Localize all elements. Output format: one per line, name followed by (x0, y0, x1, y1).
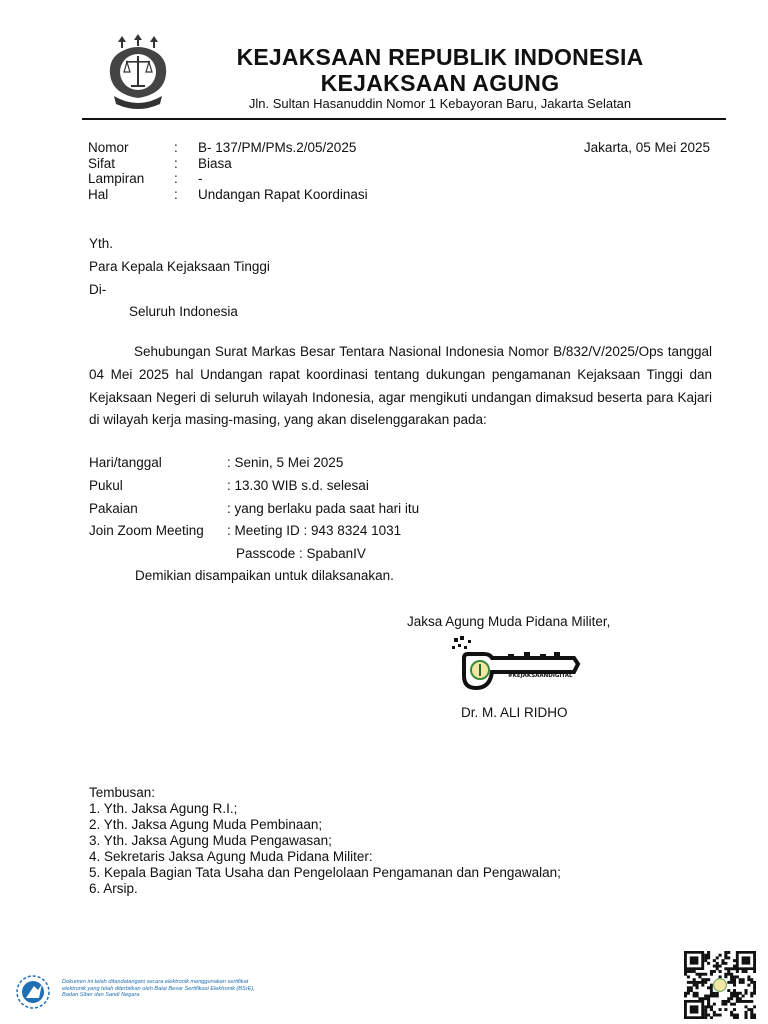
meta-row-lampiran (88, 171, 368, 187)
meta-key: Lampiran (88, 171, 145, 186)
meta-value: Biasa (198, 155, 232, 171)
closing-sentence: Demikian disampaikan untuk dilaksanakan. (135, 568, 394, 583)
carbon-copy-list (89, 801, 561, 897)
letter-date: Jakarta, 05 Mei 2025 (583, 140, 710, 155)
recipient-salutation: Yth. (89, 236, 114, 251)
meta-separator: : (174, 171, 178, 186)
letterhead-divider (82, 118, 726, 120)
detail-key: Join Zoom Meeting (89, 523, 204, 538)
meta-key: Sifat (88, 155, 116, 171)
detail-key: Hari/tanggal (89, 455, 162, 470)
kejaksaan-seal-icon (100, 34, 176, 112)
detail-value: : 13.30 WIB s.d. selesai (227, 478, 369, 493)
detail-value: : yang berlaku pada saat hari itu (227, 501, 420, 516)
list-item: 2. Yth. Jaksa Agung Muda Pembinaan; (89, 817, 323, 832)
organization-name: KEJAKSAAN REPUBLIK INDONESIA (236, 44, 644, 70)
meta-value: - (198, 171, 203, 186)
carbon-copy-section (89, 785, 561, 897)
zoom-passcode: Passcode : SpabanIV (236, 546, 366, 561)
recipient-name: Para Kepala Kejaksaan Tinggi (89, 259, 270, 274)
signatory-name: Dr. M. ALI RIDHO (461, 705, 568, 720)
qr-code-icon (684, 951, 756, 1019)
electronic-signature-note: Dokumen ini telah ditandatangani secara elektronik menggunakan sertifikat elektronik yang telah diterbitkan oleh Balai Besar Sertifikasi Elektronik (BSrE), Badan Siber dan Sandi Negara (62, 979, 255, 998)
detail-key: Pakaian (89, 501, 138, 516)
recipient-at: Di- (89, 282, 107, 297)
meta-value: B- 137/PM/PMs.2/05/2025 (198, 140, 357, 155)
letter-body-paragraph: Sehubungan Surat Markas Besar Tentara Nasional Indonesia Nomor B/832/V/2025/Ops tanggal 04 Mei 2025 hal Undangan rapat koordinasi tentang dukungan pengamanan Kejaksaan Tinggi dan Kejaksaan Negeri di seluruh wilayah Indonesia, agar mengikuti undangan dimaksud beserta para Kajari di wilayah kerja masing-masing, yang akan diselenggarakan pada: (89, 344, 712, 428)
detail-value: : Senin, 5 Mei 2025 (227, 455, 344, 470)
detail-row-time (89, 478, 369, 493)
digital-signature-stamp-icon (450, 634, 584, 696)
detail-value: : Meeting ID : 943 8324 1031 (227, 523, 402, 538)
meta-separator: : (174, 140, 178, 155)
letter-reference-block (88, 140, 368, 202)
detail-row-attire (89, 501, 419, 516)
detail-row-date (89, 455, 343, 470)
detail-key: Pukul (89, 478, 123, 493)
meta-separator: : (174, 186, 178, 202)
meta-row-sifat (88, 156, 368, 172)
carbon-copy-title: Tembusan: (89, 785, 156, 800)
organization-address: Jln. Sultan Hasanuddin Nomor 1 Kebayoran Baru, Jakarta Selatan (248, 96, 632, 111)
meta-value: Undangan Rapat Koordinasi (198, 186, 368, 202)
detail-row-zoom (89, 523, 401, 538)
bsre-logo-icon (12, 974, 54, 1010)
list-item: 1. Yth. Jaksa Agung R.I.; (89, 801, 238, 816)
meta-row-nomor (88, 140, 368, 156)
meta-row-hal (88, 187, 368, 203)
signatory-role: Jaksa Agung Muda Pidana Militer, (407, 614, 611, 629)
list-item: 6. Arsip. (89, 881, 138, 896)
meta-key: Nomor (88, 140, 129, 155)
meta-key: Hal (88, 186, 109, 202)
list-item: 5. Kepala Bagian Tata Usaha dan Pengelolaan Pengamanan dan Pengawalan; (89, 865, 561, 880)
list-item: 3. Yth. Jaksa Agung Muda Pengawasan; (89, 833, 332, 848)
digital-stamp-label: #KEJAKSAANDIGITAL (508, 673, 573, 679)
recipient-place: Seluruh Indonesia (129, 304, 238, 319)
meta-separator: : (174, 155, 178, 171)
list-item: 4. Sekretaris Jaksa Agung Muda Pidana Militer: (89, 849, 373, 864)
organization-subname: KEJAKSAAN AGUNG (320, 70, 560, 96)
